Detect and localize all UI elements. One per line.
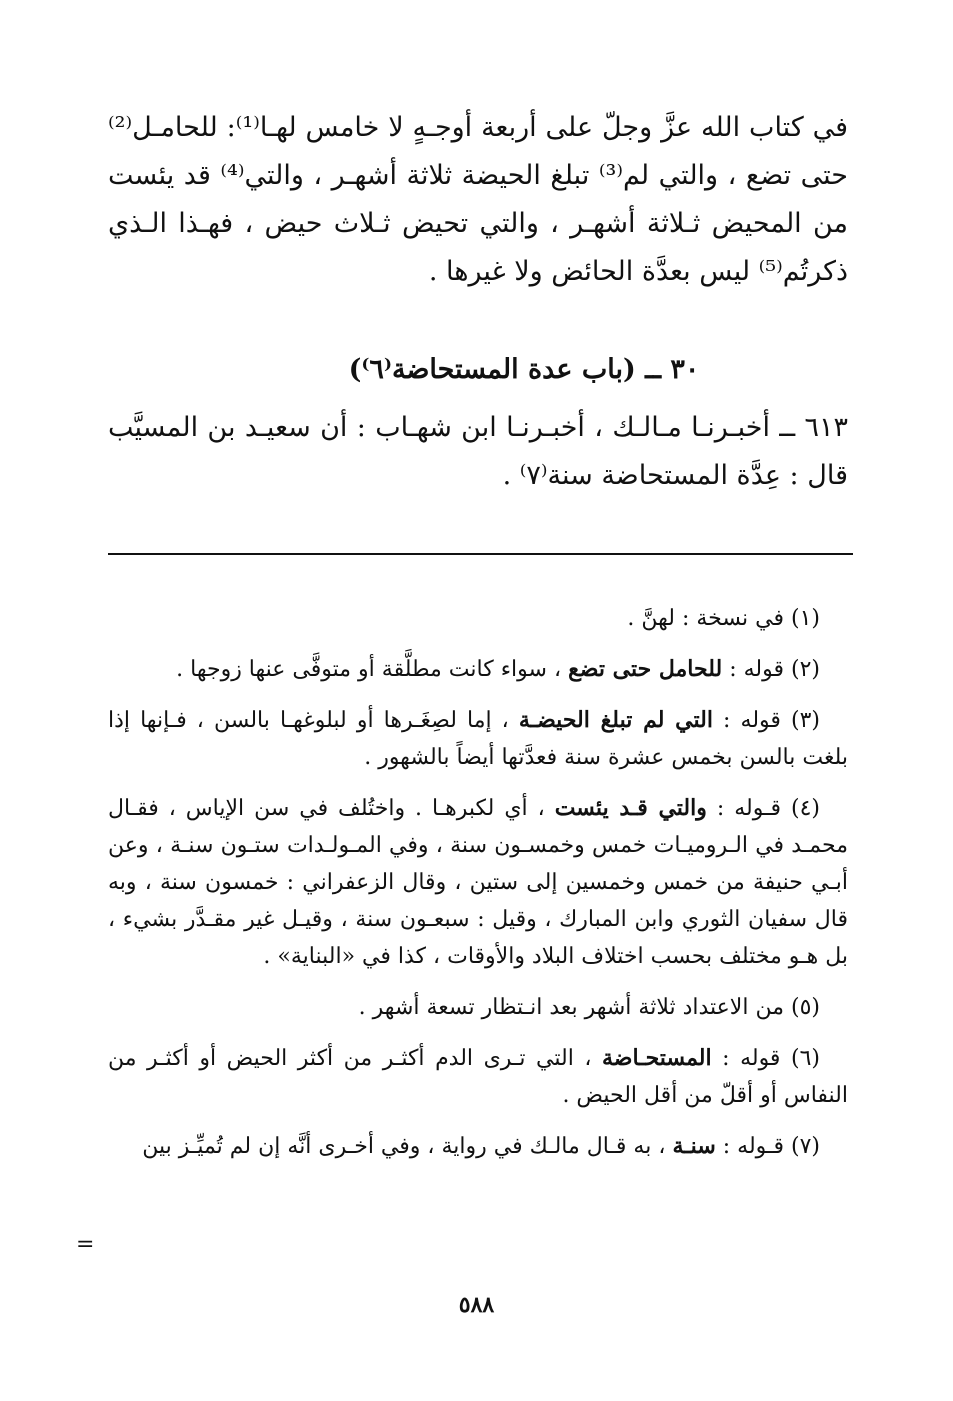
footnote-number: (٤) xyxy=(791,796,821,821)
footnotes xyxy=(108,600,848,1179)
hadith-block xyxy=(108,404,848,500)
footnote-text: في نسخة : لهنَّ . xyxy=(627,606,784,631)
continuation-mark: = xyxy=(76,1232,95,1257)
footnote-number: (٣) xyxy=(790,708,820,733)
footnote-keyword: سنـة xyxy=(672,1133,716,1159)
footnote-text: من الاعتداد ثلاثة أشهر بعد انـتظار تسعة أشهر . xyxy=(358,995,784,1020)
footnote-number: (٧) xyxy=(790,1134,820,1159)
footnote-text: ، سواء كانت مطلَّقة أو متوفَّى عنها زوجها . xyxy=(176,657,562,682)
footnote-number: (٢) xyxy=(790,657,820,682)
footnote-2 xyxy=(108,651,848,688)
footnote-number: (٥) xyxy=(790,995,820,1020)
main-paragraph xyxy=(108,104,848,296)
hadith-text: ٦١٣ ــ أخبـرنـا مـالـك ، أخبـرنـا ابن شهـاب : أن سعيـد بن المسيَّب قال : عِدَّة المستحاضة سنة⁽٧⁾ . xyxy=(108,412,848,491)
footnote-3 xyxy=(108,702,848,776)
footnote-keyword: للحامل حتى تضع xyxy=(568,656,723,682)
page-number: ٥٨٨ xyxy=(458,1292,495,1318)
footnote-6 xyxy=(108,1040,848,1114)
section-heading: ٣٠ ــ (باب عدة المستحاضة⁽٦⁾) xyxy=(348,354,700,385)
footnote-number: (٦) xyxy=(790,1046,820,1071)
footnote-4 xyxy=(108,790,848,975)
footnote-text: ، إما لصِغَـرها أو لبلوغهـا بالسن ، فـإنها إذا بلغت بالسن بخمس عشرة سنة فعدَّتها أيضاً بالشهور . xyxy=(108,708,848,770)
footnote-prefix: قوله : xyxy=(722,657,784,682)
footnote-prefix: قـوله : xyxy=(706,796,782,821)
footnote-prefix: قوله : xyxy=(712,708,781,733)
footnote-text: ، أي لكبرهـا . واختُلف في سن الإياس ، فقـال محمـد في الـروميـات خمس وخمسـون سنة ، وفي المـولـدات ستـون سنـة ، وعن أبـي حنيفة من خمس وخمسين إلى ستين ، وقال الزعفراني : خمسون سنة ، وبه قال سفيان الثوري وابن المبارك ، وقيل : سبعـون سنة ، وقيـل غير مقـدَّر بشيء ، بل هـو مختلف بحسب اختلاف البلاد والأوقات ، كذا في «البناية» . xyxy=(108,796,848,969)
footnote-keyword: والتي قـد يئست xyxy=(554,795,707,821)
footnote-7 xyxy=(108,1128,848,1165)
footnote-prefix: قـوله : xyxy=(715,1134,784,1159)
footnote-5 xyxy=(108,989,848,1026)
footnote-number: (١) xyxy=(790,606,820,631)
footnote-1 xyxy=(108,600,848,637)
main-paragraph-text: في كتاب الله عزَّ وجلّ على أربعة أوجـهٍ لا خامس لهـا⁽¹⁾: للحامـل⁽²⁾ حتى تضع ، والتي لم⁽³⁾ تبلغ الحيضة ثلاثة أشهـر ، والتي⁽⁴⁾ قد يئست من المحيض ثـلاثة أشهـر ، والتي تحيض ثـلاث حيض ، فهـذا الـذي ذكرتُم⁽⁵⁾ ليس بعدَّة الحائض ولا غيرها . xyxy=(108,112,848,287)
footnote-keyword: المستحـاضة xyxy=(601,1045,712,1071)
footnote-text: ، التي تـرى الدم أكثـر من أكثر الحيض أو أكثـر من النفاس أو أقلّ من أقل الحيض . xyxy=(108,1046,848,1108)
footnote-text: ، به قـال مالـك في رواية ، وفي أخـرى أنَّه إن لم تُميِّـز بين xyxy=(142,1134,666,1159)
footnote-prefix: قوله : xyxy=(711,1046,781,1071)
footnote-keyword: التي لم تبلغ الحيضـة xyxy=(518,707,713,733)
footnote-divider xyxy=(108,553,853,555)
